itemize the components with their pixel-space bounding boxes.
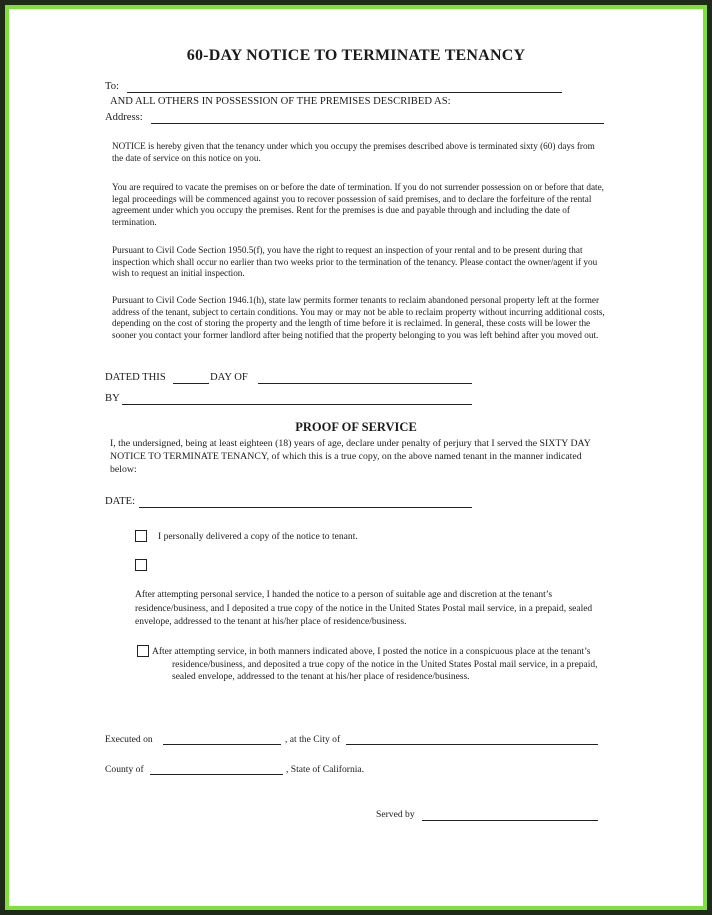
county-field[interactable]	[150, 774, 283, 775]
by-label: BY	[105, 393, 120, 404]
dated-day-field[interactable]	[173, 383, 209, 384]
city-field[interactable]	[346, 744, 598, 745]
vacate-paragraph: You are required to vacate the premises on or before the date of termination. If you do not surrender possession on or before that date, legal proceedings will be commenced against you to recover possession of said premises, and to declare the forfeiture of the rental agreement under which you occupy the premises. Rent for the premises is due and payable through and including the date of termination.	[112, 182, 604, 227]
day-of-label: DAY OF	[210, 372, 248, 383]
personal-delivery-label: I personally delivered a copy of the notice to tenant.	[158, 531, 358, 542]
address-field[interactable]	[151, 123, 604, 124]
by-signature-field[interactable]	[122, 404, 472, 405]
document-title: 60-DAY NOTICE TO TERMINATE TENANCY	[186, 47, 526, 64]
proof-intro-paragraph: I, the undersigned, being at least eighteen (18) years of age, declare under penalty of perjury that I served the SIXTY DAY NOTICE TO TERMINATE TENANCY, of which this is a true copy, on the above named tenant in the manner indicated below:	[110, 438, 591, 475]
posted-service-label	[152, 646, 602, 684]
property-paragraph: Pursuant to Civil Code Section 1946.1(h), state law permits former tenants to reclaim abandoned personal property left at the former address of the tenant, subject to certain conditions. You may or may not be able to reclaim property without incurring additional costs, depending on the cost of storing the property and the length of time before it is reclaimed. In general, these costs will be lower the sooner you contact your former landlord after being notified that the property belonging to you was left behind after you moved out.	[112, 295, 605, 340]
inspection-paragraph: Pursuant to Civil Code Section 1950.5(f), you have the right to request an inspection of your rental and to be present during that inspection which shall occur no earlier than two weeks prior to the termination of the tenancy. Please contact the owner/agent if you wish to request an initial inspection.	[112, 245, 598, 279]
substituted-service-checkbox[interactable]	[135, 559, 147, 571]
date-label: DATE:	[105, 496, 136, 507]
state-label: , State of California.	[286, 764, 365, 775]
served-by-label: Served by	[376, 809, 415, 820]
executed-on-label: Executed on	[105, 734, 153, 745]
posted-service-text: After attempting service, in both manners indicated above, I posted the notice in a conspicuous place at the tenant’s residence/business, and deposited a true copy of the notice in the United States Postal mail service, in a prepaid, sealed envelope, addressed to the tenant at his/her place of residence/business.	[152, 647, 598, 683]
address-label: Address:	[105, 112, 143, 123]
document-page	[9, 9, 703, 906]
all-others-heading: AND ALL OTHERS IN POSSESSION OF THE PREMISES DESCRIBED AS:	[110, 96, 451, 107]
county-of-label: County of	[105, 764, 144, 775]
posted-service-checkbox[interactable]	[137, 645, 149, 657]
executed-on-field[interactable]	[163, 744, 281, 745]
served-by-field[interactable]	[422, 820, 598, 821]
dated-month-field[interactable]	[258, 383, 472, 384]
service-date-field[interactable]	[139, 507, 472, 508]
personal-delivery-checkbox[interactable]	[135, 530, 147, 542]
substituted-service-label: After attempting personal service, I handed the notice to a person of suitable age and discretion at the tenant’s residence/business, and I deposited a true copy of the notice in the United States Postal mail service, in a prepaid, sealed envelope, addressed to the tenant at his/her place of residence/business.	[135, 590, 593, 627]
to-label: To:	[105, 81, 119, 92]
document-border	[5, 5, 707, 910]
notice-paragraph: NOTICE is hereby given that the tenancy under which you occupy the premises described above is terminated sixty (60) days from the date of service on this notice on you.	[112, 141, 595, 163]
proof-of-service-heading: PROOF OF SERVICE	[295, 420, 417, 434]
dated-this-label: DATED THIS	[105, 372, 166, 383]
to-field[interactable]	[127, 92, 562, 93]
at-city-label: , at the City of	[285, 734, 341, 745]
